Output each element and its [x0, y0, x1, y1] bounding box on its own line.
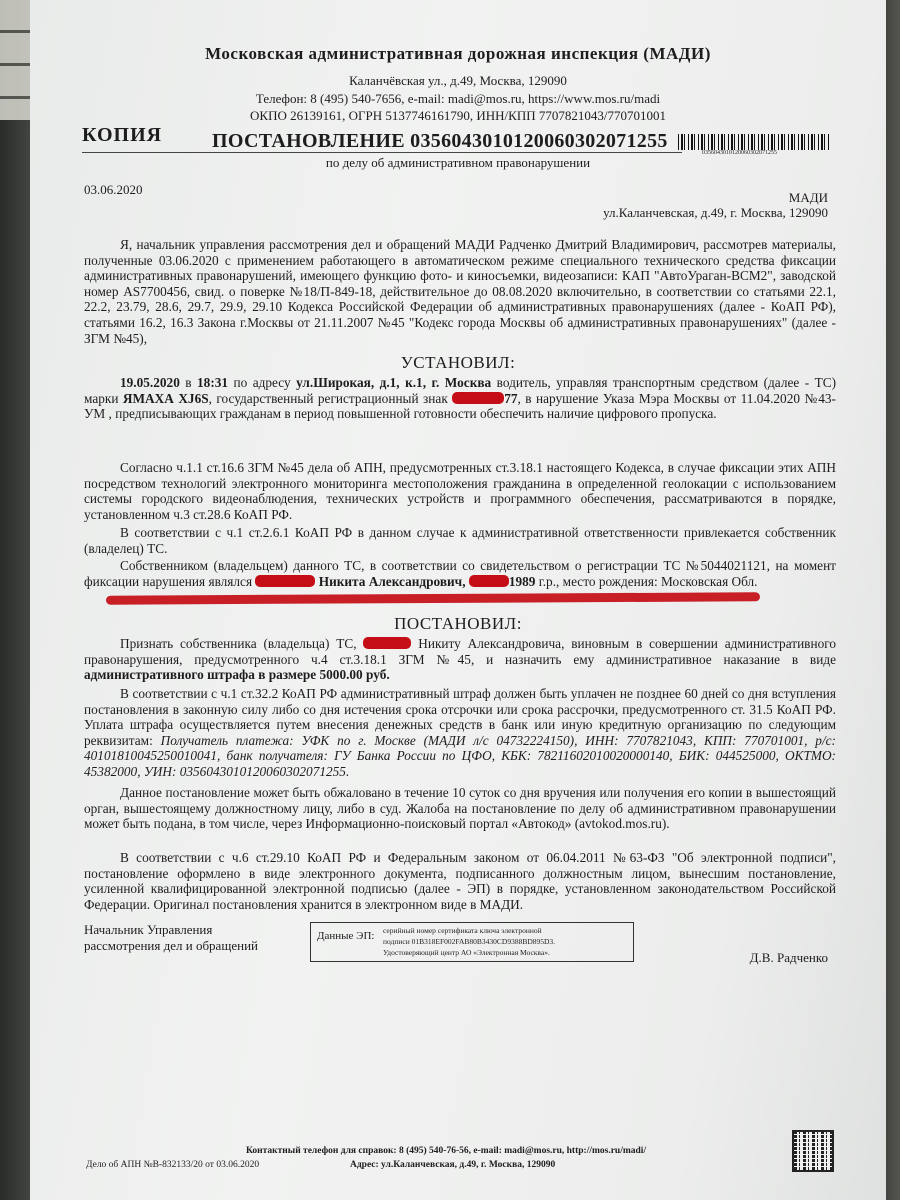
payment-text: В соответствии с ч.1 ст.32.2 КоАП РФ административный штраф должен быть уплачен не позднее 60 дней со дня вступления постановления в законную силу либо со дня истечения срока отсрочки или срока рассрочки, предусмотренного ст. 31.5 КоАП РФ. Уплата штрафа осуществляется путем внесения денежных средств в банк или иную кредитную организацию по следующим реквизитам: [84, 686, 836, 748]
qr-code [792, 1130, 834, 1172]
intro-paragraph: Я, начальник управления рассмотрения дел и обращений МАДИ Радченко Дмитрий Владимирович, рассмотрев материалы, полученные 03.06.2020 с применением работающего в автоматическом режиме специального технического средства фиксации административных правонарушений, имеющего функцию фото- и киносъемки, видеозаписи: КАП "АвтоУраган-ВСМ2", заводской номер AS7700456, свид. о поверке №18/П-849-18, действительное до 08.08.2020 включительно, в соответствии со статьями 22.1, 22.2, 23.79, 28.6, 29.7, 29.9, 29.10 Кодекса Российской Федерации об административных правонарушениях (далее - КоАП РФ), статьями 16.2, 16.3 Закона г.Москвы от 21.11.2007 №45 "Кодекс города Москвы об административных правонарушениях" (далее - ЗГМ №45), [84, 237, 836, 346]
position-line2: рассмотрения дел и обращений [84, 938, 258, 953]
established-text: водитель, управляя транспортным средством (далее - ТС) марки [84, 375, 836, 406]
payment-paragraph [84, 686, 836, 780]
ep-label: Данные ЭП: [317, 930, 375, 942]
owner-year: 1989 [508, 573, 536, 589]
resolved-name: Никиту Александровича [418, 636, 562, 651]
surname-redaction [255, 575, 315, 587]
footer-contact: Контактный телефон для справок: 8 (495) 540-76-56, e-mail: madi@mos.ru, http://mos.ru/madi/ [246, 1146, 647, 1156]
plate-redaction [452, 392, 504, 404]
title-rule [82, 152, 682, 153]
resolved-text: , виновным в совершении административного правонарушения, предусмотренного ч.4 ст.3.18.1 ЗГМ №45, и назначить ему административное наказание в виде [84, 636, 837, 667]
copy-label: КОПИЯ [82, 124, 163, 146]
established-text: по адресу [228, 375, 297, 390]
established-text: в [179, 375, 198, 390]
place-address: ул.Каланчевская, д.49, г. Москва, 129090 [603, 205, 828, 220]
resolved-paragraph [84, 636, 836, 683]
owner-text: г.р., место рождения: Московская Обл. [535, 573, 758, 589]
established-text: , государственный регистрационный знак [208, 390, 453, 406]
birthdate-redaction [469, 575, 509, 587]
established-date: 19.05.2020 [120, 375, 180, 390]
heading-established: УСТАНОВИЛ: [400, 353, 516, 372]
established-address: ул.Широкая, д.1, к.1, г. Москва [296, 375, 492, 390]
barcode [678, 134, 830, 150]
barcode-number: 0356043010120060302071255 [702, 150, 777, 156]
org-name: Московская административная дорожная инспекция (МАДИ) [205, 44, 711, 63]
document-date: 03.06.2020 [84, 182, 143, 197]
owner-paragraph: Собственником (владельцем) данного ТС, в соответствии со свидетельством о регистрации ТС №5044021121, на момент фиксации нарушения являлся Никита Александрович, 1989 г.р., место рождения: Московская Обл. [84, 558, 836, 589]
established-time: 18:31 [197, 375, 229, 390]
ep-line1: серийный номер сертификата ключа электронной [383, 926, 542, 935]
electronic-paragraph: В соответствии с ч.6 ст.29.10 КоАП РФ и Федеральным законом от 06.04.2011 №63-ФЗ "Об электронной подписи", постановление оформлено в виде электронного документа, подписанного должностным лицом, вынесшим постановление, усиленной квалифицированной электронной подписью (далее - ЭП) в порядке, установленном законодательством Российской Федерации. Оригинал постановления хранится в электронном виде в МАДИ. [84, 850, 836, 912]
owner-liable-paragraph: В соответствии с ч.1 ст.2.6.1 КоАП РФ в данном случае к административной ответственности привлекается собственник (владелец) ТС. [84, 525, 836, 556]
org-codes: ОКПО 26139161, ОГРН 5137746161790, ИНН/КПП 7707821043/770701001 [250, 108, 666, 123]
document-page [30, 0, 886, 1200]
according-paragraph: Согласно ч.1.1 ст.16.6 ЗГМ №45 дела об АПН, предусмотренных ст.3.18.1 настоящего Кодекса, в случае фиксации этих АПН посредством технологий электронного мониторинга местоположения гражданина в определенной геолокации с использованием системы городского видеонаблюдения, технических устройств и программного обеспечения, рассматриваются в порядке, установленном ч.3 ст.28.6 КоАП РФ. [84, 460, 836, 522]
payment-details: Получатель платежа: УФК по г. Москве (МАДИ л/с 04732224150), ИНН: 7707821043, КПП: 770701001, р/с: 40101810045250010041, банк получателя: ГУ Банка России по ЦФО, КБК: 78211602010020000140, БИК: 044525000, ОКТМО: 45382000, УИН: 0356043010120060302071255. [84, 732, 836, 779]
position-line1: Начальник Управления [84, 922, 213, 937]
owner-name: Никита Александрович [318, 573, 463, 589]
resolved-text: Признать собственника (владельца) ТС, [120, 636, 364, 651]
org-contacts: Телефон: 8 (495) 540-7656, e-mail: madi@mos.ru, https://www.mos.ru/madi [255, 91, 661, 106]
footer-case: Дело об АПН №В-832133/20 от 03.06.2020 [86, 1160, 260, 1170]
document-title: ПОСТАНОВЛЕНИЕ 0356043010120060302071255 [212, 130, 668, 152]
address-redaction [106, 592, 760, 604]
ep-line2: подписи 01В318EF002FAB80B3430CD9388BD895D3. [383, 937, 556, 946]
established-paragraph [84, 375, 836, 422]
signer-name: Д.В. Радченко [749, 950, 828, 965]
heading-resolved: ПОСТАНОВИЛ: [394, 614, 522, 633]
established-vehicle: ЯМАХА XJ6S [122, 390, 209, 406]
document-subtitle: по делу об административном правонарушении [325, 155, 591, 170]
org-address: Каланчёвская ул., д.49, Москва, 129090 [349, 73, 567, 88]
ep-stamp [310, 922, 634, 962]
established-text: , в нарушение Указа Мэра Москвы от 11.04.2020 №43-УМ , предписывающих гражданам в период повышенной готовности обеспечить наличие цифрового пропуска. [84, 390, 836, 422]
owner-text: Собственником (владельцем) данного ТС, в соответствии со свидетельством о регистрации ТС №5044021121, на момент фиксации нарушения являлся [84, 558, 836, 589]
footer-address: Адрес: ул.Каланчевская, д.49, г. Москва, 129090 [350, 1160, 556, 1170]
plate-end: 77 [504, 390, 518, 406]
appeal-paragraph: Данное постановление может быть обжаловано в течение 10 суток со дня вручения или получения его копии в вышестоящий орган, вышестоящему должностному лицу, либо в суд. Жалоба на постановление по делу об административном правонарушении может быть подана, в том числе, через Информационно-поисковый портал «Автокод» (avtokod.mos.ru). [84, 785, 836, 832]
resolved-surname-redaction [363, 637, 411, 649]
ep-line3: Удостоверяющий центр АО «Электронная Москва». [383, 948, 550, 957]
place-org: МАДИ [788, 190, 828, 205]
resolved-fine: административного штрафа в размере 5000.00 руб. [84, 667, 390, 683]
